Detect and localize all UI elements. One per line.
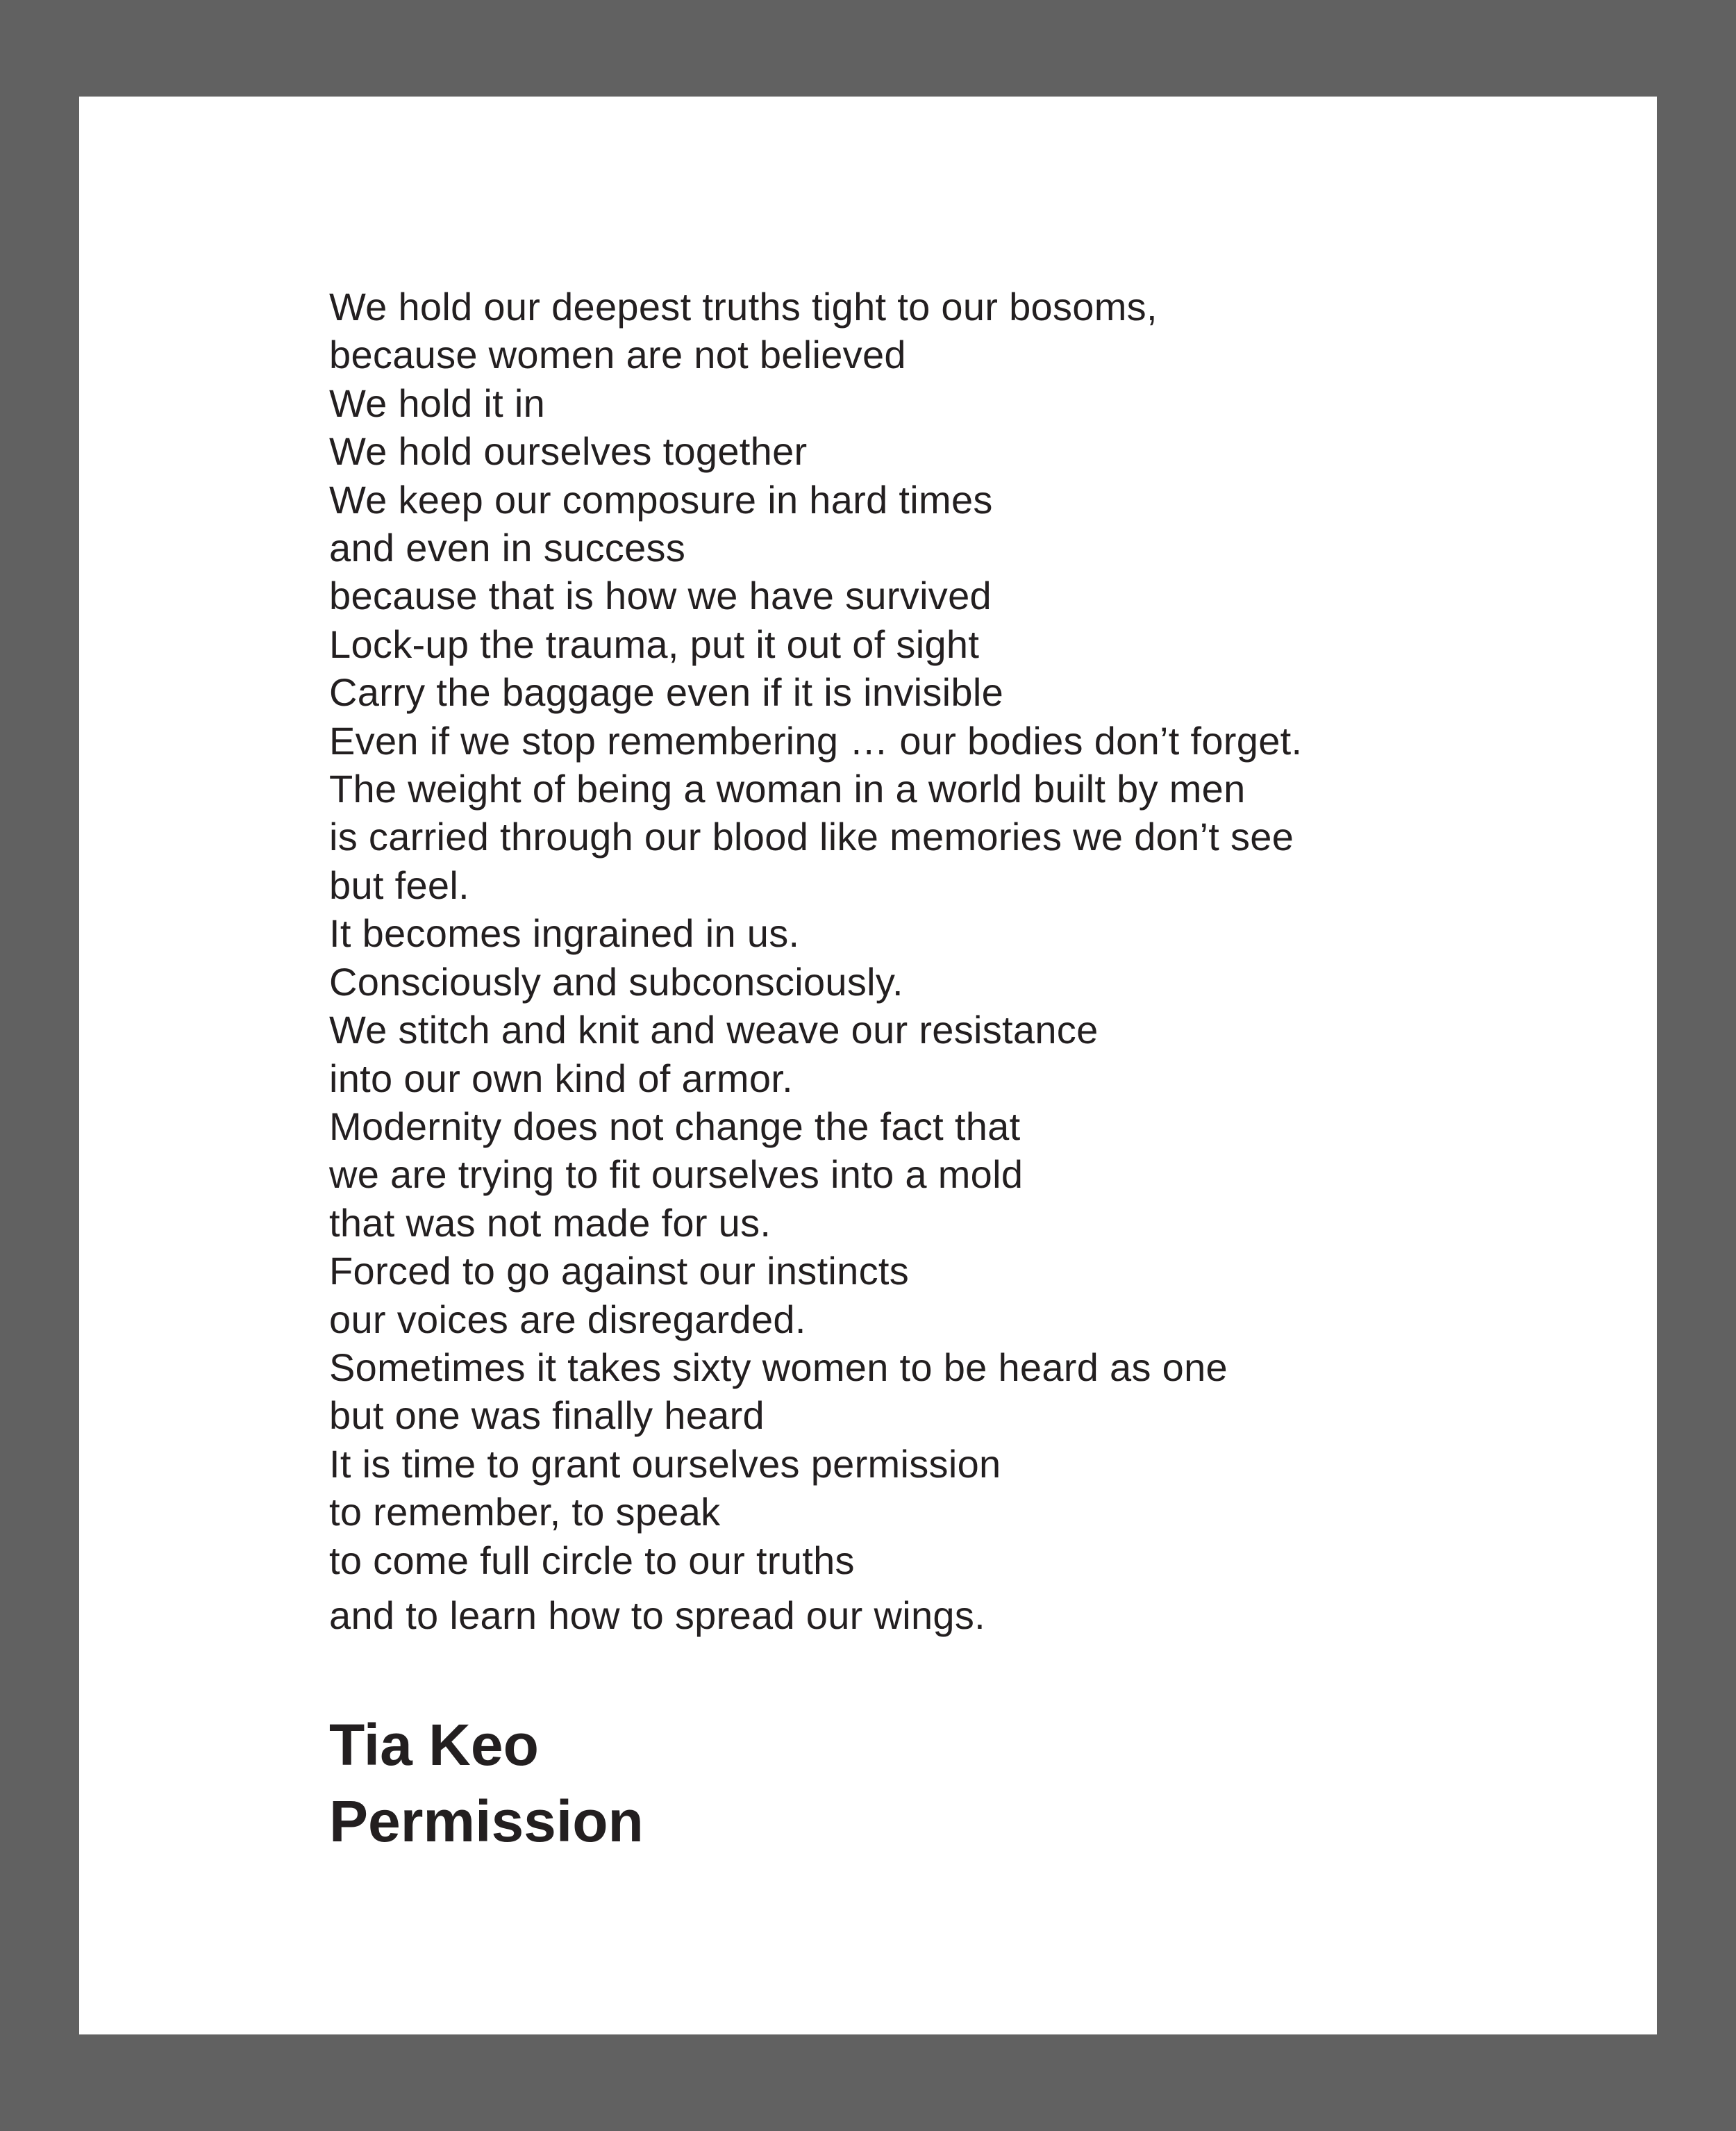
poem-line: is carried through our blood like memories we don’t see [329, 815, 1294, 859]
poem-credit [329, 1707, 644, 1859]
poem-line: Consciously and subconsciously. [329, 959, 903, 1004]
poem-line: We hold ourselves together [329, 429, 808, 474]
author-name: Tia Keo [329, 1712, 539, 1777]
poem-line: and even in success [329, 526, 686, 570]
poem-line: Even if we stop remembering … our bodies don’t forget. [329, 718, 1303, 763]
poem-line: into our own kind of armor. [329, 1056, 793, 1100]
poem-line: and to learn how to spread our wings. [329, 1593, 985, 1637]
poem-line: but feel. [329, 863, 469, 907]
poem-sheet [79, 97, 1657, 2034]
poem-title: Permission [329, 1789, 644, 1854]
poem-line: We hold it in [329, 381, 546, 425]
poem-line: We keep our composure in hard times [329, 477, 993, 522]
poem-line: but one was finally heard [329, 1393, 765, 1438]
poem-line: Carry the baggage even if it is invisible [329, 670, 1004, 715]
poem-line: Modernity does not change the fact that [329, 1104, 1021, 1148]
poem-line: to come full circle to our truths [329, 1538, 855, 1582]
poem-line: we are trying to fit ourselves into a mold [329, 1152, 1024, 1197]
poem-line: because women are not believed [329, 333, 906, 377]
poem-line: our voices are disregarded. [329, 1297, 806, 1341]
poem-line: that was not made for us. [329, 1200, 771, 1245]
poem-line: Forced to go against our instincts [329, 1249, 910, 1293]
poem-line: We hold our deepest truths tight to our bosoms, [329, 285, 1158, 329]
poem-line: It becomes ingrained in us. [329, 911, 800, 956]
poem-line: Lock-up the trauma, put it out of sight [329, 622, 980, 666]
poem-body [329, 283, 1621, 1639]
poem-line: Sometimes it takes sixty women to be heard as one [329, 1345, 1228, 1389]
poem-line: We stitch and knit and weave our resistance [329, 1008, 1099, 1052]
poem-line: It is time to grant ourselves permission [329, 1441, 1001, 1486]
poem-line: The weight of being a woman in a world built by men [329, 767, 1246, 811]
poem-line: because that is how we have survived [329, 574, 992, 618]
poem-line: to remember, to speak [329, 1490, 721, 1534]
